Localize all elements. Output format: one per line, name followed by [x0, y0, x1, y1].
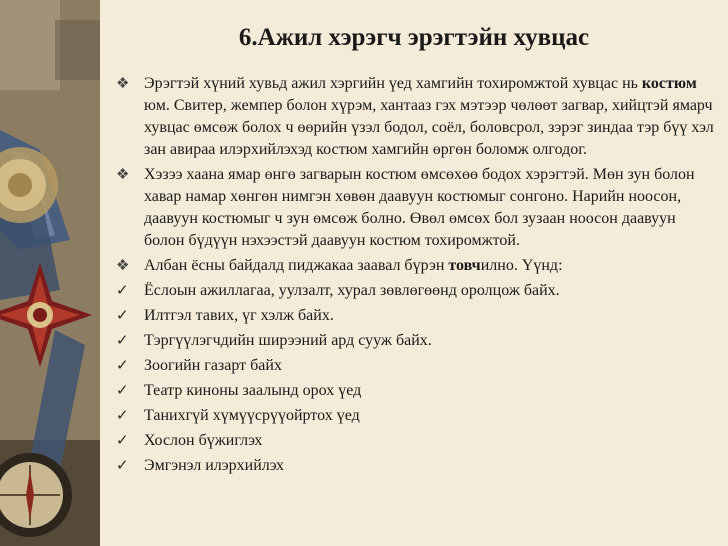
slide-content: [100, 0, 728, 546]
checklist-text: Илтгэл тавих, үг хэлж байх.: [144, 307, 334, 324]
checklist-text: Зоогийн газарт байх: [144, 357, 282, 374]
checkmark-icon: ✓: [116, 383, 129, 399]
checklist-text: Театр киноны заалынд орох үед: [144, 382, 362, 399]
decorative-medal-image: [0, 0, 100, 546]
checklist-item: [114, 330, 719, 352]
checklist-text: Тэргүүлэгчдийн ширээний ард сууж байх.: [144, 332, 432, 349]
paragraph-text: Эрэгтэй хүний хувьд ажил хэргийн үед хамгийн тохиромжтой хувцас нь: [144, 75, 642, 92]
paragraph-text: Хэзээ хаана ямар өнгө загварын костюм өмсөхөө бодох хэрэгтэй. Мөн зун болон хавар намар хөнгөн нимгэн хөвөн даавуун костюмыг сонгоно. Нарийн ноосон, даавуун костюмыг ч зун өмсөж болно. Өвөл өмсөх бол зузаан ноосон даавуун болон бүдүүн нэхээстэй даавуун костюм тохиромжтой.: [144, 166, 695, 249]
checkmark-icon: ✓: [116, 358, 129, 374]
checklist-item: [114, 380, 719, 402]
paragraph-text: илно. Үүнд:: [480, 257, 563, 274]
paragraph-text: Албан ёсны байдалд пиджакаа заавал бүрэн: [144, 257, 449, 274]
paragraph-text: юм. Свитер, жемпер болон хүрэм, хантааз гэх мэтээр чөлөөт загвар, хийцтэй ямарч хувцас өмсөж болох ч өөрийн үзэл бодол, соёл, боловсрол, зэрэг зиндаа тэр бүү хэл зан авираа илэрхийлэхэд костюм хамгийн өргөн боломж олгодог.: [144, 97, 714, 158]
list-item: [114, 255, 719, 277]
checkmark-icon: ✓: [116, 433, 129, 449]
checklist-item: [114, 455, 719, 477]
bold-term: товч: [448, 257, 481, 274]
checkmark-icon: ✓: [116, 458, 129, 474]
list-item: [114, 73, 719, 161]
checklist-text: Ёслоын ажиллагаа, уулзалт, хурал зөвлөгөөнд оролцож байх.: [144, 282, 560, 299]
checklist-text: Эмгэнэл илэрхийлэх: [144, 457, 285, 474]
checkmark-icon: ✓: [116, 333, 129, 349]
checklist-item: [114, 305, 719, 327]
checkmark-icon: ✓: [116, 408, 129, 424]
diamond-bullet-icon: ❖: [116, 258, 130, 274]
list-item: [114, 164, 719, 252]
checklist-text: Танихгүй хүмүүсрүүойртох үед: [144, 407, 360, 424]
bold-term: костюм: [641, 75, 697, 92]
checklist-item: [114, 430, 719, 452]
checklist-item: [114, 280, 719, 302]
slide-title: 6.Ажил хэрэгч эрэгтэйн хувцас: [238, 24, 590, 51]
checklist-item: [114, 405, 719, 427]
bullet-list: [114, 73, 719, 480]
checklist-text: Хослон бүжиглэх: [144, 432, 263, 449]
checkmark-icon: ✓: [116, 308, 129, 324]
diamond-bullet-icon: ❖: [116, 167, 130, 183]
medal-compass-illustration: [0, 0, 100, 546]
checkmark-icon: ✓: [116, 283, 129, 299]
diamond-bullet-icon: ❖: [116, 76, 130, 92]
checklist-item: [114, 355, 719, 377]
